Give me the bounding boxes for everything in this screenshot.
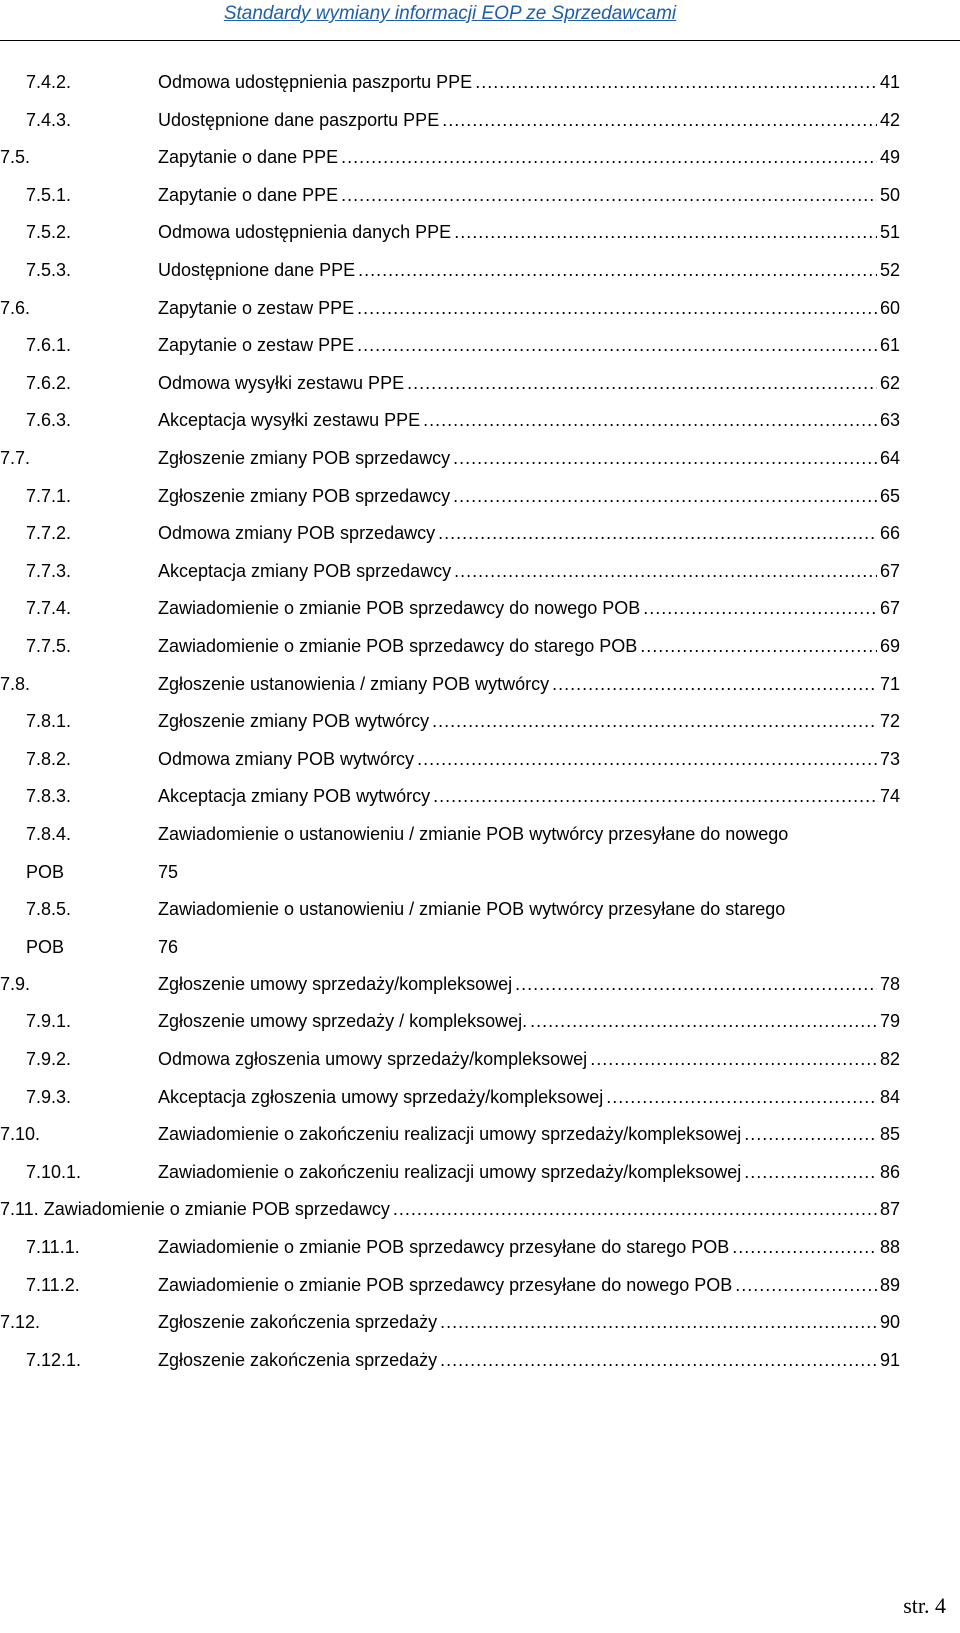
toc-entry[interactable] bbox=[0, 705, 900, 743]
toc-entry-title: Akceptacja zgłoszenia umowy sprzedaży/kompleksowej bbox=[158, 1086, 604, 1107]
toc-entry-title: Zapytanie o dane PPE bbox=[158, 147, 339, 168]
toc-leader-dots bbox=[640, 636, 877, 657]
toc-entry-title: Zawiadomienie o ustanowieniu / zmianie POB wytwórcy przesyłane do nowego bbox=[158, 823, 789, 844]
toc-leader-dots bbox=[358, 260, 877, 281]
toc-entry-page: 72 bbox=[879, 711, 900, 732]
toc-leader-dots bbox=[438, 523, 877, 544]
toc-entry-page: 76 bbox=[158, 936, 179, 957]
toc-leader-dots bbox=[606, 1087, 877, 1108]
toc-leader-dots bbox=[433, 786, 877, 807]
toc-entry-title: Odmowa zgłoszenia umowy sprzedaży/kompleksowej bbox=[158, 1049, 588, 1070]
toc-entry[interactable] bbox=[0, 592, 900, 630]
table-of-contents bbox=[0, 66, 900, 1381]
toc-leader-dots bbox=[442, 110, 877, 131]
toc-entry[interactable] bbox=[0, 630, 900, 668]
toc-leader-dots bbox=[440, 1312, 877, 1333]
toc-entry-title: Zgłoszenie zakończenia sprzedaży bbox=[158, 1312, 438, 1333]
toc-leader-dots bbox=[407, 373, 877, 394]
toc-entry[interactable] bbox=[0, 480, 900, 518]
toc-leader-dots bbox=[735, 1275, 877, 1296]
toc-entry-number: 7.11.2. bbox=[26, 1274, 80, 1295]
toc-leader-dots bbox=[341, 147, 877, 168]
toc-entry-number: 7.9. bbox=[0, 973, 31, 994]
page-number: str. 4 bbox=[903, 1593, 946, 1618]
toc-entry-page: 61 bbox=[879, 335, 900, 356]
toc-entry-page: 90 bbox=[879, 1312, 900, 1333]
toc-entry-title: Odmowa zmiany POB wytwórcy bbox=[158, 748, 415, 769]
toc-entry-page: 79 bbox=[879, 1011, 900, 1032]
toc-entry-title: Zawiadomienie o zmianie POB sprzedawcy przesyłane do nowego POB bbox=[158, 1274, 733, 1295]
toc-entry-title: Odmowa wysyłki zestawu PPE bbox=[158, 372, 405, 393]
toc-entry-title: Zgłoszenie zmiany POB sprzedawcy bbox=[158, 485, 451, 506]
toc-entry-number: 7.12. bbox=[0, 1312, 41, 1333]
toc-leader-dots bbox=[744, 1124, 877, 1145]
toc-entry-page: 82 bbox=[879, 1049, 900, 1070]
toc-entry[interactable] bbox=[0, 1081, 900, 1119]
toc-entry-number: 7.8. bbox=[0, 673, 31, 694]
toc-entry-page: 73 bbox=[879, 748, 900, 769]
toc-entry-title: Zawiadomienie o zakończeniu realizacji umowy sprzedaży/kompleksowej bbox=[158, 1124, 742, 1145]
toc-entry-page: 66 bbox=[879, 523, 900, 544]
toc-entry-number: 7.8.3. bbox=[26, 786, 72, 807]
toc-entry-page: 41 bbox=[879, 72, 900, 92]
toc-entry-page: 85 bbox=[879, 1124, 900, 1145]
toc-leader-dots bbox=[423, 410, 877, 431]
toc-leader-dots bbox=[440, 1350, 877, 1371]
toc-entry-page: 71 bbox=[879, 673, 900, 694]
toc-entry[interactable] bbox=[0, 1306, 900, 1344]
toc-entry[interactable] bbox=[0, 367, 900, 405]
toc-entry-number: 7.7.5. bbox=[26, 635, 72, 656]
toc-entry[interactable] bbox=[0, 517, 900, 555]
toc-entry-number: 7.4.3. bbox=[26, 109, 72, 130]
toc-entry-page: 67 bbox=[879, 598, 900, 619]
toc-entry-title: Odmowa zmiany POB sprzedawcy bbox=[158, 523, 436, 544]
toc-entry-page: 86 bbox=[879, 1161, 900, 1182]
toc-entry-title: Zapytanie o zestaw PPE bbox=[158, 297, 355, 318]
toc-entry-number: 7.10. bbox=[0, 1124, 41, 1145]
toc-entry-page: 49 bbox=[879, 147, 900, 168]
toc-entry[interactable] bbox=[0, 1193, 900, 1231]
toc-entry-number: 7.8.2. bbox=[26, 748, 72, 769]
toc-entry-page: 91 bbox=[879, 1349, 900, 1370]
toc-entry-number: 7.6.3. bbox=[26, 410, 72, 431]
toc-leader-dots bbox=[744, 1162, 877, 1183]
toc-entry[interactable] bbox=[0, 404, 900, 442]
toc-entry[interactable] bbox=[0, 780, 900, 818]
toc-entry-title: Zawiadomienie o zmianie POB sprzedawcy przesyłane do starego POB bbox=[158, 1237, 730, 1258]
toc-entry-number: 7.9.2. bbox=[26, 1049, 72, 1070]
toc-entry-number: 7.11. bbox=[0, 1199, 39, 1220]
toc-leader-dots bbox=[454, 222, 877, 243]
toc-leader-dots bbox=[417, 749, 877, 770]
toc-leader-dots bbox=[357, 298, 877, 319]
toc-entry-number: 7.5.1. bbox=[26, 184, 72, 205]
toc-leader-dots bbox=[552, 674, 877, 695]
page-header bbox=[0, 0, 960, 41]
toc-entry[interactable] bbox=[0, 968, 900, 1006]
toc-leader-dots bbox=[453, 448, 877, 469]
toc-entry-number: 7.7.3. bbox=[26, 560, 72, 581]
toc-entry[interactable] bbox=[0, 555, 900, 593]
toc-entry-page: 78 bbox=[879, 973, 900, 994]
toc-entry-title: Zgłoszenie zmiany POB wytwórcy bbox=[158, 711, 430, 732]
toc-entry[interactable] bbox=[0, 1269, 900, 1307]
toc-entry[interactable] bbox=[0, 818, 900, 893]
header-title: Standardy wymiany informacji EOP ze Sprzedawcami bbox=[223, 3, 677, 24]
toc-entry-number: 7.5. bbox=[0, 147, 31, 168]
toc-entry-title: Zawiadomienie o zmianie POB sprzedawcy do starego POB bbox=[158, 635, 638, 656]
toc-entry-title: Odmowa udostępnienia paszportu PPE bbox=[158, 72, 473, 92]
toc-entry-page: 88 bbox=[879, 1237, 900, 1258]
toc-entry-title: Udostępnione dane PPE bbox=[158, 259, 356, 280]
toc-entry-page: 87 bbox=[879, 1199, 900, 1220]
toc-entry-page: 42 bbox=[879, 109, 900, 130]
toc-entry-title: Akceptacja zmiany POB wytwórcy bbox=[158, 786, 431, 807]
toc-entry-title: Akceptacja wysyłki zestawu PPE bbox=[158, 410, 421, 431]
toc-entry-title: Zgłoszenie ustanowienia / zmiany POB wytwórcy bbox=[158, 673, 550, 694]
toc-entry[interactable] bbox=[0, 1043, 900, 1081]
toc-entry-page: 50 bbox=[879, 184, 900, 205]
toc-leader-dots bbox=[357, 335, 877, 356]
toc-leader-dots bbox=[453, 486, 877, 507]
toc-entry-title: Zapytanie o dane PPE bbox=[158, 184, 339, 205]
toc-entry-title: Odmowa udostępnienia danych PPE bbox=[158, 222, 452, 243]
toc-entry-number: 7.7.4. bbox=[26, 598, 72, 619]
toc-entry-number: 7.12.1. bbox=[26, 1349, 82, 1370]
toc-entry[interactable] bbox=[0, 254, 900, 292]
toc-entry-page: 67 bbox=[879, 560, 900, 581]
toc-entry-number: 7.10.1. bbox=[26, 1161, 82, 1182]
toc-entry-number: 7.7.2. bbox=[26, 523, 72, 544]
toc-entry[interactable] bbox=[0, 1231, 900, 1269]
toc-entry-number: 7.9.3. bbox=[26, 1086, 72, 1107]
toc-leader-dots bbox=[590, 1049, 877, 1070]
toc-entry-number: 7.4.2. bbox=[26, 72, 72, 92]
toc-leader-dots bbox=[432, 711, 877, 732]
toc-entry-number: 7.6. bbox=[0, 297, 31, 318]
toc-entry-page: 75 bbox=[158, 861, 179, 882]
toc-entry-number: 7.6.1. bbox=[26, 335, 72, 356]
toc-entry-number: 7.7.1. bbox=[26, 485, 72, 506]
toc-entry-number: 7.6.2. bbox=[26, 372, 72, 393]
toc-entry[interactable] bbox=[0, 179, 900, 217]
toc-entry[interactable] bbox=[0, 893, 900, 968]
toc-entry-page: 60 bbox=[879, 297, 900, 318]
toc-entry[interactable] bbox=[0, 104, 900, 142]
toc-entry-number: 7.11.1. bbox=[26, 1237, 80, 1258]
toc-entry[interactable] bbox=[0, 141, 900, 179]
toc-entry[interactable] bbox=[0, 292, 900, 330]
toc-entry-number: 7.8.1. bbox=[26, 711, 72, 732]
toc-entry-title: Akceptacja zmiany POB sprzedawcy bbox=[158, 560, 452, 581]
toc-leader-dots bbox=[732, 1237, 877, 1258]
toc-entry-page: 65 bbox=[879, 485, 900, 506]
toc-entry-title: Zawiadomienie o zmianie POB sprzedawcy bbox=[43, 1199, 390, 1220]
toc-entry-page: 51 bbox=[879, 222, 900, 243]
toc-entry[interactable] bbox=[0, 442, 900, 480]
toc-entry-title: Zgłoszenie zmiany POB sprzedawcy bbox=[158, 447, 451, 468]
toc-entry-title: Zawiadomienie o ustanowieniu / zmianie POB wytwórcy przesyłane do starego bbox=[158, 898, 786, 919]
toc-entry[interactable] bbox=[0, 66, 900, 104]
toc-entry-number: 7.5.3. bbox=[26, 259, 72, 280]
toc-entry-title: Zgłoszenie zakończenia sprzedaży bbox=[158, 1349, 438, 1370]
toc-entry[interactable] bbox=[0, 1156, 900, 1194]
toc-entry[interactable] bbox=[0, 216, 900, 254]
toc-entry-title: Zawiadomienie o zmianie POB sprzedawcy do nowego POB bbox=[158, 598, 641, 619]
toc-entry-page: 52 bbox=[879, 259, 900, 280]
toc-entry[interactable] bbox=[0, 668, 900, 706]
toc-leader-dots bbox=[643, 598, 877, 619]
toc-entry-number: 7.7. bbox=[0, 447, 31, 468]
toc-entry-title: Zawiadomienie o zakończeniu realizacji umowy sprzedaży/kompleksowej bbox=[158, 1161, 742, 1182]
toc-entry-page: 62 bbox=[879, 372, 900, 393]
toc-entry-number: 7.8.4. bbox=[26, 823, 72, 844]
toc-leader-dots bbox=[393, 1199, 877, 1220]
toc-leader-dots bbox=[341, 185, 877, 206]
toc-entry-page: 89 bbox=[879, 1274, 900, 1295]
toc-entry-page: 74 bbox=[879, 786, 900, 807]
toc-entry-title: Zgłoszenie umowy sprzedaży/kompleksowej bbox=[158, 973, 513, 994]
toc-entry-title-continuation: POB bbox=[26, 936, 65, 957]
toc-entry-number: 7.8.5. bbox=[26, 898, 72, 919]
toc-entry-page: 64 bbox=[879, 447, 900, 468]
toc-entry[interactable] bbox=[0, 329, 900, 367]
toc-entry-number: 7.9.1. bbox=[26, 1011, 72, 1032]
toc-entry[interactable] bbox=[0, 743, 900, 781]
toc-entry[interactable] bbox=[0, 1118, 900, 1156]
toc-entry-page: 69 bbox=[879, 635, 900, 656]
toc-entry[interactable] bbox=[0, 1005, 900, 1043]
toc-entry-title: Zapytanie o zestaw PPE bbox=[158, 335, 355, 356]
toc-entry-page: 84 bbox=[879, 1086, 900, 1107]
toc-leader-dots bbox=[475, 72, 877, 93]
toc-entry-title-continuation: POB bbox=[26, 861, 65, 882]
toc-leader-dots bbox=[515, 974, 877, 995]
toc-entry[interactable] bbox=[0, 1344, 900, 1382]
toc-entry-page: 63 bbox=[879, 410, 900, 431]
toc-leader-dots bbox=[454, 561, 877, 582]
toc-leader-dots bbox=[530, 1011, 877, 1032]
toc-entry-title: Zgłoszenie umowy sprzedaży / kompleksowej. bbox=[158, 1011, 528, 1032]
toc-entry-title: Udostępnione dane paszportu PPE bbox=[158, 109, 440, 130]
toc-entry-number: 7.5.2. bbox=[26, 222, 72, 243]
